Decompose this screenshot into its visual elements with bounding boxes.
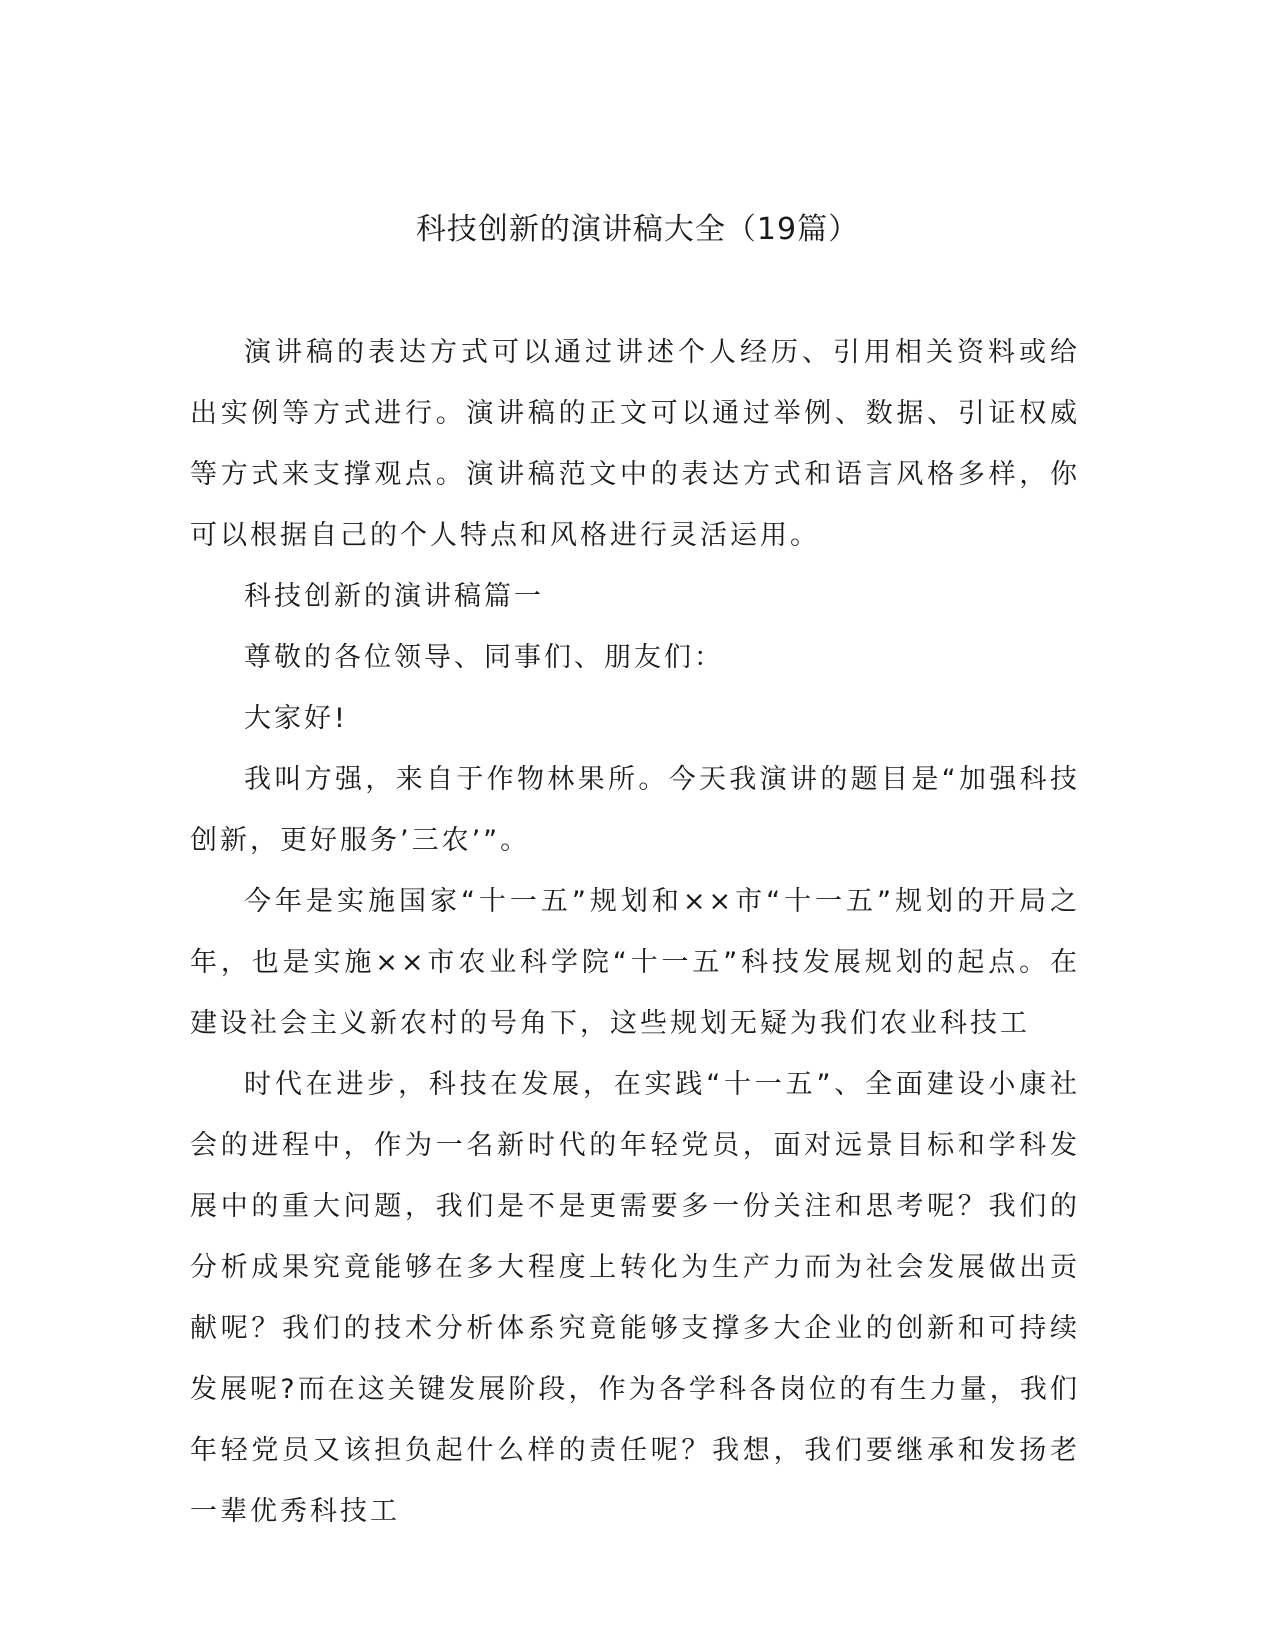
document-body [190,322,1080,1542]
self-intro-paragraph: 我叫方强，来自于作物林果所。今天我演讲的题目是“加强科技创新，更好服务’三农’”。 [190,764,1080,856]
section-heading: 科技创新的演讲稿篇一 [244,581,544,612]
document-title: 科技创新的演讲稿大全（19篇） [415,212,860,247]
discussion-paragraph: 时代在进步，科技在发展，在实践“十一五”、全面建设小康社会的进程中，作为一名新时代的年轻党员，面对远景目标和学科发展中的重大问题，我们是不是更需要多一份关注和思考呢？我们的分析成果究竟能够在多大程度上转化为生产力而为社会发展做出贡献呢？我们的技术分析体系究竟能够支撑多大企业的创新和可持续发展呢?而在这关键发展阶段，作为各学科各岗位的有生力量，我们年轻党员又该担负起什么样的责任呢？我想，我们要继承和发扬老一辈优秀科技工 [190,1069,1080,1527]
intro-paragraph: 演讲稿的表达方式可以通过讲述个人经历、引用相关资料或给出实例等方式进行。演讲稿的正文可以通过举例、数据、引证权威等方式来支撑观点。演讲稿范文中的表达方式和语言风格多样，你可以根据自己的个人特点和风格进行灵活运用。 [190,337,1080,551]
context-paragraph: 今年是实施国家“十一五”规划和××市“十一五”规划的开局之年，也是实施××市农业科学院“十一五”科技发展规划的起点。在建设社会主义新农村的号角下，这些规划无疑为我们农业科技工 [190,886,1080,1039]
salutation-paragraph: 尊敬的各位领导、同事们、朋友们： [244,642,724,673]
greeting-paragraph: 大家好! [244,703,348,734]
